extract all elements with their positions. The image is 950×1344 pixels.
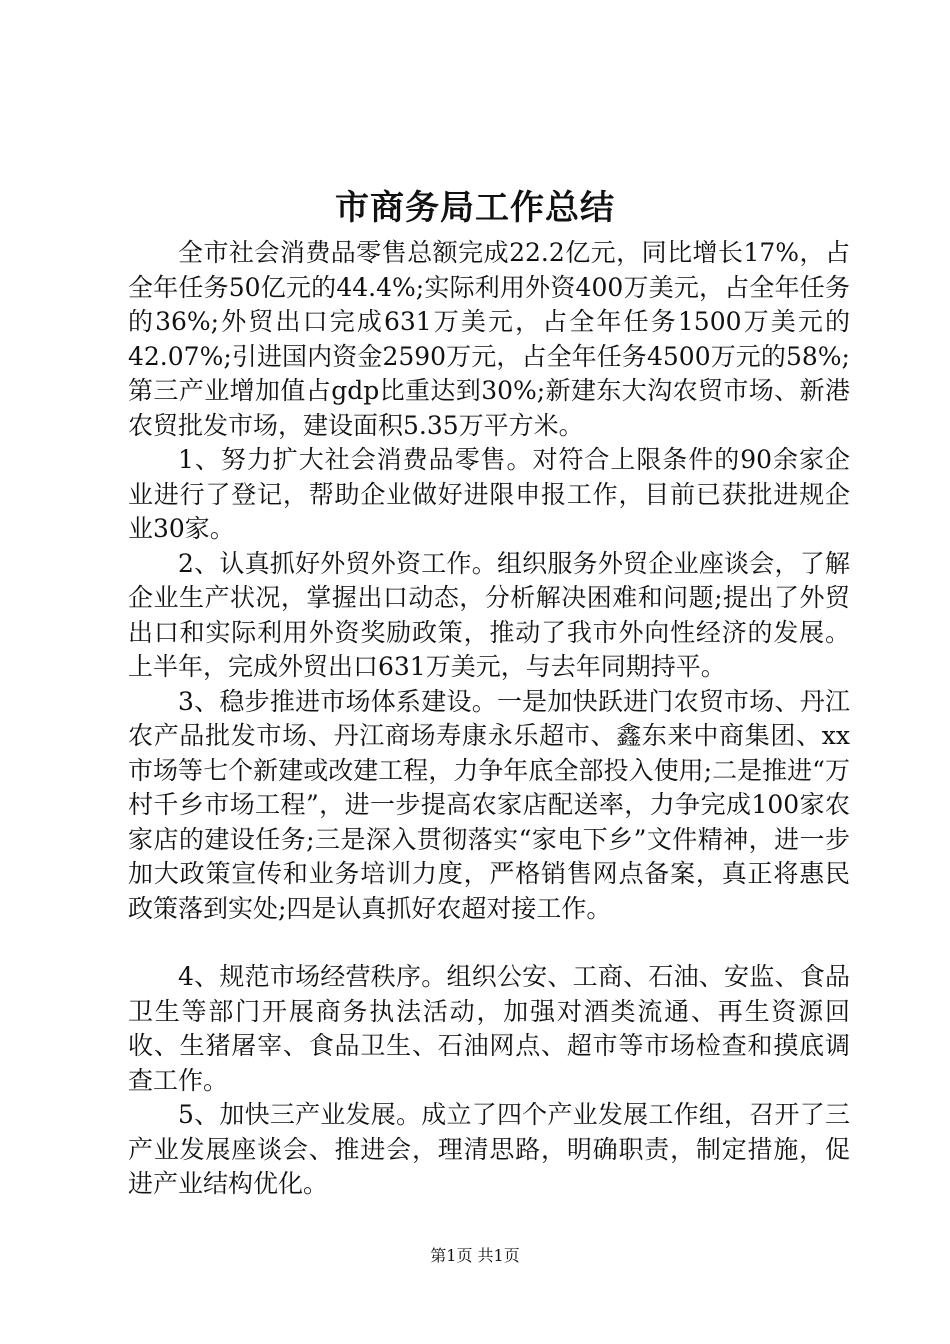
paragraph-summary: 全市社会消费品零售总额完成22.2亿元，同比增长17%，占全年任务50亿元的44.4%;实际利用外资400万美元，占全年任务的36%;外贸出口完成631万美元，占全年任务1500万美元的42.07%;引进国内资金2590万元，占全年任务4500万元的58%;第三产业增加值占gdp比重达到30%;新建东大沟农贸市场、新港农贸批发市场，建设面积5.35万平方米。 <box>128 238 850 440</box>
document-body <box>128 236 850 1202</box>
paragraph-tertiary-industry: 5、加快三产业发展。成立了四个产业发展工作组，召开了三产业发展座谈会、推进会，理清思路，明确职责，制定措施，促进产业结构优化。 <box>128 1100 850 1198</box>
document-title: 市商务局工作总结 <box>335 188 615 228</box>
paragraph-market-order: 4、规范市场经营秩序。组织公安、工商、石油、安监、食品卫生等部门开展商务执法活动，加强对酒类流通、再生资源回收、生猪屠宰、食品卫生、石油网点、超市等市场检查和摸底调查工作。 <box>128 962 850 1095</box>
page-footer: 第1页 共1页 <box>430 1246 520 1265</box>
paragraph-retail: 1、努力扩大社会消费品零售。对符合上限条件的90余家企业进行了登记，帮助企业做好进限申报工作，目前已获批进规企业30家。 <box>128 445 850 543</box>
paragraph-market-system: 3、稳步推进市场体系建设。一是加快跃进门农贸市场、丹江农产品批发市场、丹江商场寿康永乐超市、鑫东来中商集团、xx市场等七个新建或改建工程，力争年底全部投入使用;二是推进“万村千乡市场工程”，进一步提高农家店配送率，力争完成100家农家店的建设任务;三是深入贯彻落实“家电下乡”文件精神，进一步加大政策宣传和业务培训力度，严格销售网点备案，真正将惠民政策落到实处;四是认真抓好农超对接工作。 <box>128 686 850 923</box>
paragraph-foreign-trade: 2、认真抓好外贸外资工作。组织服务外贸企业座谈会，了解企业生产状况，掌握出口动态，分析解决困难和问题;提出了外贸出口和实际利用外资奖励政策，推动了我市外向性经济的发展。上半年，完成外贸出口631万美元，与去年同期持平。 <box>128 548 850 681</box>
